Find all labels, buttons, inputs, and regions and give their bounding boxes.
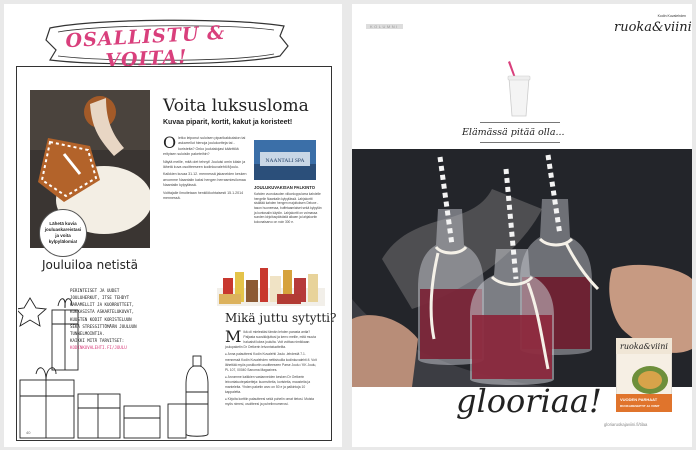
right-page [352, 4, 692, 447]
ela-heading: Elämässä pitää olla... [462, 127, 565, 138]
prize-body: Kahden vuorokauden viikonloppuloma kahdelle hengelle Naantalin kylpylässä. Lahjakortti sisältää kahden hengen majoituksen Deluxe -tason huoneessa, buffetaamiaiset sekä kylpylän ja kuntosalin käytön. Lahjakortti on voimassa sunden kirjoituspäivästä alkaen ja lahjakortin kokonaisarvo on noin 300 e. [254, 192, 322, 224]
voita-paragraph: Näytä meille, mitä olet tehnyt! Jouluisi omin käsin ja lähetä kuva osoitteeseen kodinkuvalehti.fi/joulu. [163, 159, 246, 169]
jouluiloa-line: SEKÄ STRESSITTÖMÄÄN JOULUUN [70, 323, 137, 329]
voita-body [163, 133, 249, 203]
magazine-cover-image [616, 338, 672, 412]
baking-products-image [217, 260, 325, 306]
photo-badge: Lähetä kuvia jouluaskareistasi ja voita kylpylälomia! [39, 209, 87, 257]
mika-title: Mikä juttu sytytti? [225, 311, 337, 325]
left-page [4, 4, 342, 447]
mika-bullet: ● Arvomme kaikkien vastanneiden kesken Dr Oetkerin leivontatuotepaketteja: kuorrutteita, koristeita, mausteita ja manteleita. Yhden paketin arvo on 50 e ja palkintoja 10 kappaletta. [225, 375, 321, 395]
voita-paragraph: Kaikkien kuvaa 31.12. mennessä jakaneiden kesken arvomme Naantalin kaksi hengen herrasmiesilomaa Naantalin kylpylässä. [163, 172, 247, 188]
magazine-logo [614, 14, 692, 36]
magazine-name: ruoka&viini [614, 20, 692, 35]
page-number: 40 [26, 430, 31, 435]
jouluiloa-line: PERINTEISET JA UUDET [70, 288, 120, 293]
jouluiloa-line: KARAMELLIT JA KUORRUTTEET, [70, 302, 135, 308]
prize-title: JOULUKUVAKISAN PALKINTO [254, 185, 315, 190]
cover-line: RUOKARESEPTIT JA VIINIT [620, 404, 660, 408]
jouluiloa-title: Jouluiloa netistä [42, 258, 138, 272]
voita-paragraph: Voittajalle ilmoitetaan henkilökohtaisesti 15.1.2014 mennessä. [163, 190, 244, 200]
section-tag: KOLUMNI [366, 24, 403, 29]
drop-cap: M [225, 327, 242, 346]
subscribe-url[interactable]: gloriaruokajaviini.fi/tilaa [604, 422, 648, 427]
jouluiloa-line: KUUSTEN KODIT KORISTELUUN [70, 316, 132, 322]
mika-body [225, 327, 321, 410]
magazine-kicker: Kodin Kuvalehden [657, 14, 686, 18]
jouluiloa-line: TUNNELMOINTIA. [70, 330, 105, 336]
voita-paragraph: letko leiponut suloisen piparikakkutalon tai askarrellut hienoja joulukortteja tai -koristeita? Onko joulutalojasi käärittöä erityisen suloisiin paketeihin? [163, 136, 246, 157]
jouluiloa-link[interactable]: KODINKUVALEHTI.FI/JOULU [70, 345, 127, 351]
drink-cup-icon [506, 60, 532, 118]
naantali-spa-image [254, 140, 316, 180]
mika-intro: ikä oli mielestäsi tämän lehden parasta antia? Paljasta suosikkijuttusi ja kerro meille, mitä muuta haluaisit lukea joululta. Voit voittaa nimikkaan joulupaketin Dr Oetkerin leivontatuotteilta. [225, 330, 316, 350]
divider-line [480, 122, 560, 123]
mika-bullet: ● Kirjoita korttiin palautteesi sekä puhelin omat tietosi. Muista myös nimesi, osoitteesi ja puhelinnumerosi. [225, 397, 321, 407]
jouluiloa-body [70, 287, 182, 351]
divider-line [480, 142, 560, 143]
voita-title: Voita luksusloma [163, 96, 309, 116]
jouluiloa-line: KAIKKI MITÄ TARVITSET: [70, 338, 125, 344]
jouluiloa-line: JOULUHERKUT, ITSE TEHDYT [70, 295, 130, 301]
glooriaa-title: glooriaa! [456, 382, 602, 420]
spa-logo-text: NAANTALI SPA [265, 158, 305, 164]
cover-title: ruoka&viini [620, 342, 668, 351]
mika-bullet: ● Anna palautteesi Kodin Kuvalehti Joulu -lehdestä 7.1. mennessä Kodin Kuvalehden nettisivuilla kodinkuvalehti.fi. Voit lähettää myös postikortin osoitteeseen Parse Joulu / KK Joulu, PL 107, 00040 Sanoma Magazines. [225, 352, 321, 372]
banner-title: OSALLISTU & VOITA! [65, 21, 226, 73]
jouluiloa-line: KUKKASISTA ASKARTELUKUVAT, [70, 309, 135, 315]
cover-line: VUODEN PARHAAT [620, 397, 658, 402]
voita-subtitle: Kuvaa piparit, kortit, kakut ja koristeet! [163, 119, 293, 126]
drop-cap: O [163, 133, 177, 152]
